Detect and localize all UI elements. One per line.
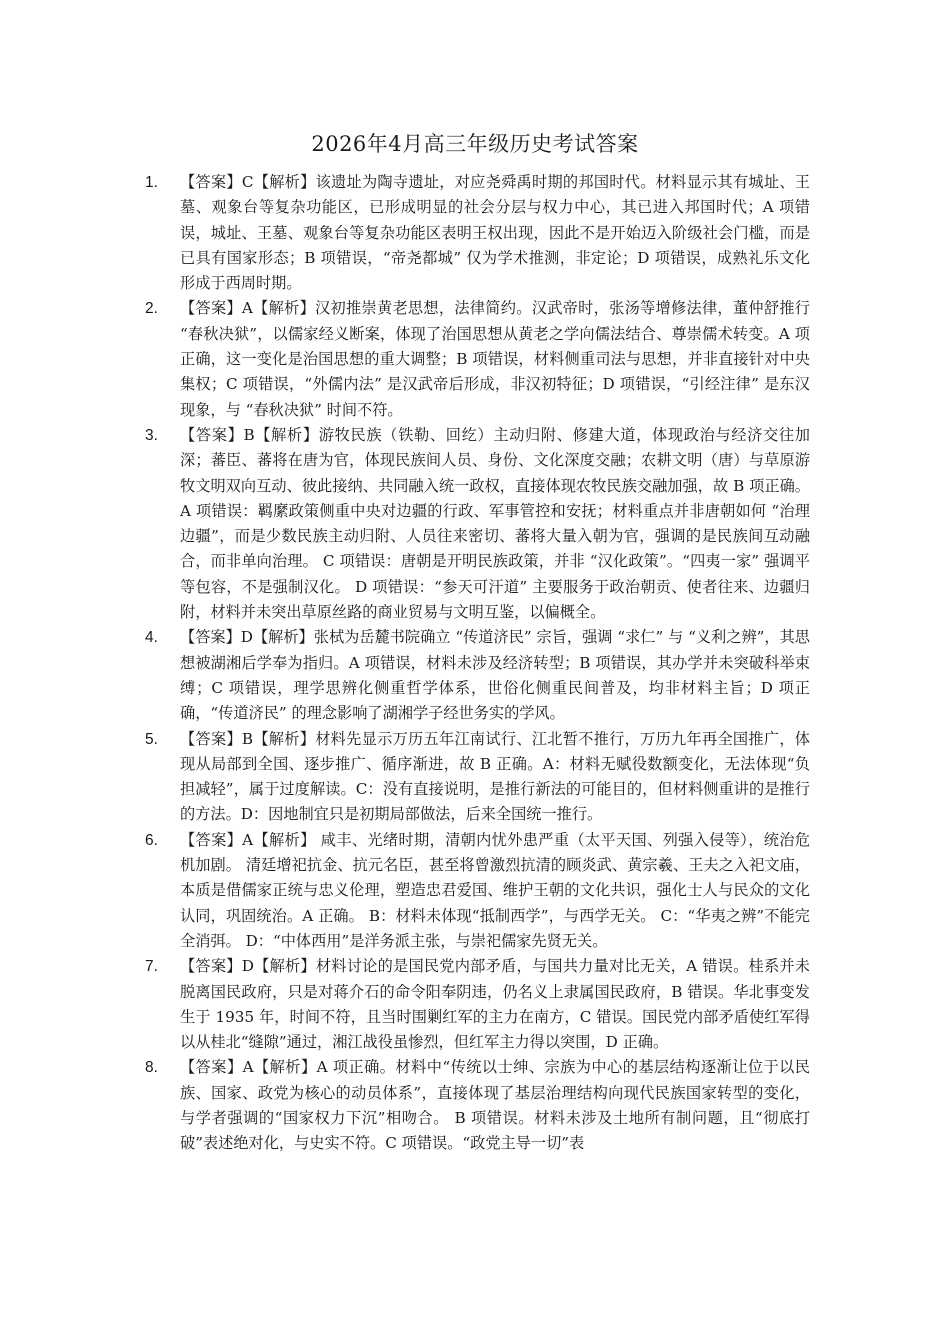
item-text: 【答案】D【解析】材料讨论的是国民党内部矛盾，与国共力量对比无关，A 错误。桂系并未脱离国民政府，只是对蒋介石的命令阳奉阴违，仍名义上隶属国民政府，B 错误。华北事变发生于 1935 年，时间不符，且当时围剿红军的主力在南方，C 错误。国民党内部矛盾使红军得以从桂北“缝隙”通过，湘江战役虽惨烈，但红军主力得以突围，D 正确。 bbox=[180, 957, 810, 1052]
answer-list bbox=[0, 170, 950, 1157]
answer-item bbox=[145, 1055, 810, 1156]
item-text: 【答案】B【解析】材料先显示万历五年江南试行、江北暂不推行，万历九年再全国推广，体现从局部到全国、逐步推广、循序渐进，故 B 正确。A：材料无赋役数额变化，无法体现“负担减轻”，属于过度解读。C：没有直接说明，是推行新法的可能目的，但材料侧重讲的是推行的方法。D：因地制宜只是初期局部做法，后来全国统一推行。 bbox=[180, 729, 810, 824]
item-number: 7. bbox=[145, 958, 158, 976]
item-number: 1. bbox=[145, 174, 158, 191]
item-text: 【答案】C【解析】该遗址为陶寺遗址，对应尧舜禹时期的邦国时代。材料显示其有城址、王墓、观象台等复杂功能区，已形成明显的社会分层与权力中心，其已进入邦国时代；A 项错误，城址、王墓、观象台等复杂功能区表明王权出现，因此不是开始迈入阶级社会门槛，而是已具有国家形态；B 项错误，“帝尧都城” 仅为学术推测，非定论；D 项错误，成熟礼乐文化形成于西周时期。 bbox=[180, 173, 810, 293]
item-number: 4. bbox=[145, 629, 158, 647]
item-text: 【答案】A【解析】汉初推崇黄老思想，法律简约。汉武帝时，张汤等增修法律，董仲舒推行 “春秋决狱”，以儒家经义断案，体现了治国思想从黄老之学向儒法结合、尊崇儒术转变。A 项正确，这一变化是治国思想的重大调整；B 项错误，材料侧重司法与思想，并非直接针对中央集权；C 项错误，“外儒内法” 是汉武帝后形成，非汉初特征；D 项错误，“引经注律” 是东汉现象，与 “春秋决狱” 时间不符。 bbox=[180, 299, 810, 419]
item-number: 8. bbox=[145, 1059, 158, 1077]
answer-item bbox=[145, 296, 810, 422]
item-number: 3. bbox=[145, 426, 158, 444]
item-text: 【答案】B【解析】游牧民族（铁勒、回纥）主动归附、修建大道，体现政治与经济交往加深；蕃臣、蕃将在唐为官，体现民族间人员、身份、文化深度交融；农耕文明（唐）与草原游牧文明双向互动、彼此接纳、共同融入统一政权，直接体现农牧民族交融加强，故 B 项正确。A 项错误：羁縻政策侧重中央对边疆的行政、军事管控和安抚；材料重点并非唐朝如何 “治理边疆”，而是少数民族主动归附、人员往来密切、蕃将大量入朝为官，强调的是民族间互动融合，而非单向治理。 C 项错误：唐朝是开明民族政策，并非 “汉化政策”。“四夷一家” 强调平等包容，不是强制汉化。 D 项错误：“参天可汗道” 主要服务于政治朝贡、使者往来、边疆归附，材料并未突出草原丝路的商业贸易与文明互鉴，以偏概全。 bbox=[180, 425, 810, 622]
item-text: 【答案】D【解析】张栻为岳麓书院确立 “传道济民” 宗旨，强调 “求仁” 与 “义利之辨”，其思想被湖湘后学奉为指归。A 项错误，材料未涉及经济转型；B 项错误，其办学并未突破科举束缚；C 项错误，理学思辨化侧重哲学体系，世俗化侧重民间普及，均非材料主旨；D 项正确，“传道济民” 的理念影响了湖湘学子经世务实的学风。 bbox=[180, 628, 810, 723]
item-text: 【答案】A【解析】A 项正确。材料中“传统以士绅、宗族为中心的基层结构逐渐让位于以民族、国家、政党为核心的动员体系”，直接体现了基层治理结构向现代民族国家转型的变化，与学者强调的“国家权力下沉”相吻合。 B 项错误。材料未涉及土地所有制问题，且“彻底打破”表述绝对化，与史实不符。C 项错误。“政党主导一切”表 bbox=[180, 1058, 810, 1153]
answer-item bbox=[145, 625, 810, 726]
answer-item bbox=[145, 828, 810, 954]
item-number: 5. bbox=[145, 730, 158, 748]
answer-item bbox=[145, 727, 810, 828]
answer-item bbox=[145, 954, 810, 1055]
item-text: 【答案】A【解析】 咸丰、光绪时期，清朝内忧外患严重（太平天国、列强入侵等），统治危机加剧。 清廷增祀抗金、抗元名臣，甚至将曾激烈抗清的顾炎武、黄宗羲、王夫之入祀文庙，本质是借儒家正统与忠义伦理，塑造忠君爱国、维护王朝的文化共识，强化士人与民众的文化认同，巩固统治。A 正确。 B：材料未体现“抵制西学”，与西学无关。 C：“华夷之辨”不能完全消弭。 D：“中体西用”是洋务派主张，与崇祀儒家先贤无关。 bbox=[180, 830, 810, 950]
item-number: 2. bbox=[145, 300, 158, 318]
item-number: 6. bbox=[145, 831, 158, 849]
page-title: 2026年4月高三年级历史考试答案 bbox=[311, 132, 639, 156]
answer-item bbox=[145, 423, 810, 625]
answer-item bbox=[145, 170, 810, 296]
